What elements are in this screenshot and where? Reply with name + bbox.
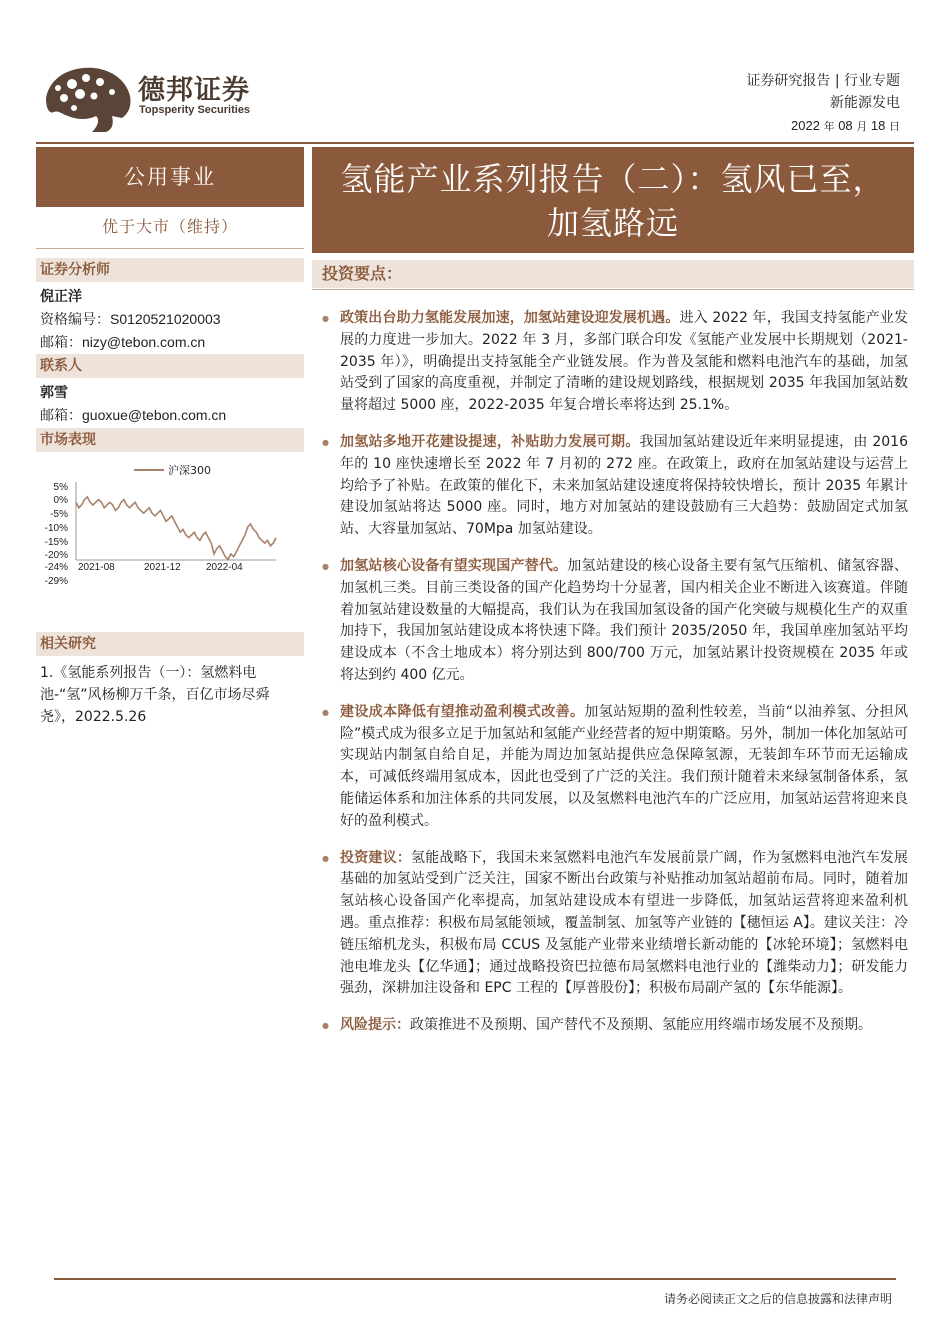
contact-email-label: 邮箱：	[40, 408, 82, 424]
report-sub-sector: 新能源发电	[830, 95, 900, 111]
y-tick-label: -20%	[44, 550, 68, 561]
footer-disclaimer[interactable]: 请务必阅读正文之后的信息披露和法律声明	[663, 1292, 892, 1306]
analyst-cert-label: 资格编号：	[40, 312, 110, 328]
key-point-lead: 政策出台助力氢能发展加速，加氢站建设迎发展机遇。	[340, 310, 680, 326]
key-point-lead: 投资建议：	[340, 849, 412, 866]
y-tick-label: 0%	[53, 495, 68, 506]
report-title: 氢能产业系列报告（二）：氢风已至，加氢路远	[312, 147, 914, 253]
analyst-section-head: 证券分析师	[36, 258, 304, 282]
rating-label: 优于大市（维持）	[101, 217, 238, 236]
key-point	[322, 848, 908, 1001]
x-tick-label: 2021-08	[78, 562, 115, 573]
contact-email[interactable]: guoxue@tebon.com.cn	[82, 407, 227, 423]
analyst-cert: S0120521020003	[110, 311, 221, 327]
legend-label: 沪深300	[168, 464, 211, 477]
key-points-divider	[312, 289, 914, 290]
y-tick-label: -15%	[44, 537, 68, 548]
analyst-name: 倪正洋	[40, 289, 82, 305]
x-tick-label: 2021-12	[144, 562, 181, 573]
contact-name: 郭雪	[40, 385, 68, 401]
key-point-lead: 加氢站多地开花建设提速，补贴助力发展可期。	[340, 433, 640, 450]
related-section-head: 相关研究	[36, 632, 304, 656]
report-date	[791, 118, 900, 134]
key-point	[322, 556, 908, 687]
contact-info	[40, 382, 226, 427]
header-divider	[36, 142, 914, 144]
y-tick-label: 5%	[53, 482, 68, 493]
key-point-lead: 加氢站核心设备有望实现国产替代。	[340, 557, 568, 574]
report-meta	[746, 70, 900, 114]
analyst-info	[40, 286, 221, 354]
market-performance-chart	[36, 458, 304, 588]
x-tick-label: 2022-04	[206, 562, 243, 573]
analyst-email-label: 邮箱：	[40, 335, 82, 351]
key-point-body: 进入 2022 年，我国支持氢能产业发展的力度进一步加大。2022 年 3 月，多部门联合印发《氢能产业发展中长期规划（2021-2035 年）》，明确提出支持氢能全产业链发展。作为普及氢能和燃料电池汽车的基础，加氢站受到了国家的高度重视，并制定了清晰的建设规划路线，根据规划 2035 年我国加氢站数量将超过 5000 座，2022-2035 年复合增长率将达到 25.1%。	[340, 310, 908, 414]
key-point	[322, 308, 908, 417]
market-section-head: 市场表现	[36, 428, 304, 452]
contact-section-head: 联系人	[36, 354, 304, 378]
date-month: 08	[838, 118, 853, 133]
key-point	[322, 432, 908, 541]
key-point	[322, 1015, 908, 1037]
key-points-list	[322, 308, 908, 1052]
key-point	[322, 702, 908, 833]
company-logo	[42, 62, 252, 134]
date-day: 18	[870, 118, 886, 133]
key-point-body: 政策推进不及预期、国产替代不及预期、氢能应用终端市场发展不及预期。	[410, 1017, 872, 1034]
analyst-email[interactable]: nizy@tebon.com.cn	[82, 334, 206, 350]
y-tick-label: -10%	[44, 523, 68, 534]
leopard-logo-icon	[42, 62, 134, 134]
rating-divider	[36, 248, 304, 249]
date-year-suffix: 年	[823, 120, 835, 133]
key-point-lead: 建设成本降低有望推动盈利模式改善。	[340, 703, 585, 720]
key-point-lead: 风险提示：	[340, 1017, 410, 1034]
y-tick-label: -29%	[44, 576, 68, 587]
key-point-body: 我国加氢站建设近年来明显提速，由 2016 年的 10 座快速增长至 2022 年 7 月初的 272 座。在政策上，政府在加氢站建设与运营上均给予了补贴。在政策的催化下，未来加氢站建设速度将保持较快增长，预计 2035 年累计建设加氢站将达 5000 座。同时，地方对加氢站的建设鼓励有三大趋势：鼓励固定式加氢站、大容量加氢站、70Mpa 加氢站建设。	[340, 433, 909, 538]
footer-divider	[54, 1278, 896, 1280]
date-month-suffix: 月	[856, 120, 868, 133]
logo-en-text: Topsperity Securities	[139, 104, 251, 116]
date-year: 2022	[791, 118, 820, 133]
logo-cn-text: 德邦证券	[138, 75, 250, 106]
sector-label: 公用事业	[36, 147, 304, 207]
y-tick-label: -5%	[50, 509, 68, 520]
key-point-body: 加氢站短期的盈利性较差，当前“以油养氢、分担风险”模式成为很多立足于加氢站和氢能产业经营者的短中期策略。另外，制加一体化加氢站可实现站内制氢自给自足，并能为周边加氢站提供应急保障氢源，无装卸车环节而无运输成本，可减低终端用氢成本，因此也受到了广泛的关注。我们预计随着未来绿氢制备体系，氢能储运体系和加注体系的共同发展，以及氢燃料电池汽车的广泛应用，加氢站运营将迎来良好的盈利模式。	[340, 703, 908, 829]
key-point-body: 加氢站建设的核心设备主要有氢气压缩机、储氢容器、加氢机三类。目前三类设备的国产化趋势均十分显著，国内相关企业不断进入该赛道。伴随着加氢站建设数量的大幅提高，我们认为在我国加氢设备的国产化突破与规模化生产的双重加持下，我国加氢站建设成本将快速下降。我们预计 2035/2050 年，我国单座加氢站平均建设成本（不含土地成本）将分别达到 800/700 万元，加氢站累计投资规模在 2035 年或将达到约 400 亿元。	[340, 557, 908, 683]
date-day-suffix: 日	[889, 120, 900, 133]
y-tick-label: -24%	[44, 562, 68, 573]
series-line-hs300	[76, 497, 276, 560]
key-point-body: 氢能战略下，我国未来氢燃料电池汽车发展前景广阔，作为氢燃料电池汽车发展基础的加氢站受到广泛关注，国家不断出台政策与补贴推动加氢站超前布局。同时，随着加氢站核心设备国产化率提高，加氢站建设成本有望进一步降低，加氢站运营将迎来盈利机遇。重点推荐：积极布局氢能领域，覆盖制氢、加氢等产业链的【穗恒运 A】。建议关注：冷链压缩机龙头，积极布局 CCUS 及氢能产业带来业绩增长新动能的【冰轮环境】；氢燃料电池电堆龙头【亿华通】；通过战略投资巴拉德布局氢燃料电池行业的【潍柴动力】；研发能力强劲，深耕加注设备和 EPC 工程的【厚普股份】；积极布局副产氢的【东华能源】。	[340, 849, 909, 997]
related-research-item[interactable]: 1.《氢能系列报告（一）：氢燃料电池-“氢”风杨柳万千条，百亿市场尽舜尧》，2022.5.26	[40, 665, 270, 725]
key-points-head: 投资要点：	[312, 260, 914, 288]
report-type: 证券研究报告 | 行业专题	[746, 73, 900, 89]
